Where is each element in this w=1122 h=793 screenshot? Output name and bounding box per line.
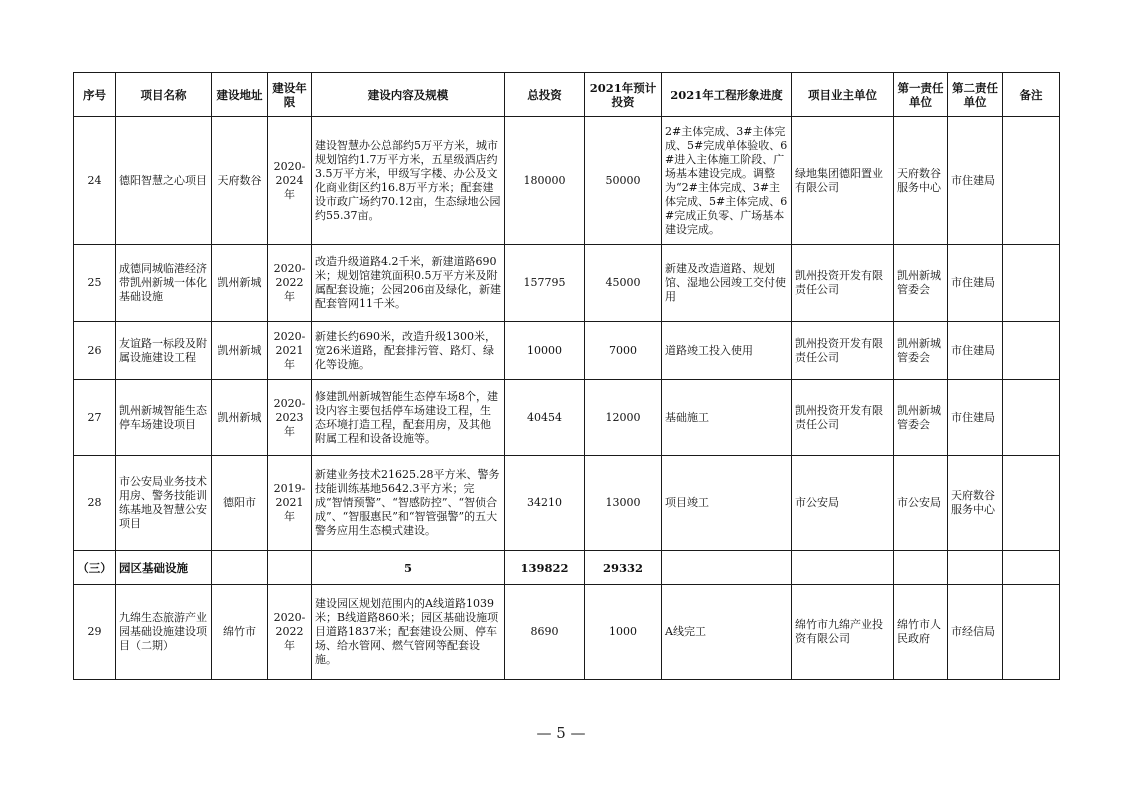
cell-plan2021: 45000	[585, 245, 662, 322]
cell-total: 180000	[505, 117, 585, 245]
cell-progress: 基础施工	[662, 380, 792, 456]
cell-total: 157795	[505, 245, 585, 322]
cell-remark	[1003, 456, 1060, 551]
cell-location: 德阳市	[212, 456, 268, 551]
cell-location: 天府数谷	[212, 117, 268, 245]
cell-owner: 凯州投资开发有限责任公司	[792, 380, 894, 456]
cell-resp1: 绵竹市人民政府	[894, 585, 948, 680]
cell-content: 改造升级道路4.2千米，新建道路690米；规划馆建筑面积0.5万平方米及附属配套设施；公园206亩及绿化，新建配套管网11千米。	[312, 245, 505, 322]
cell-content: 建设园区规划范围内的A线道路1039米；B线道路860米；园区基础设施项目道路1837米；配套建设公厕、停车场、给水管网、燃气管网等配套设施。	[312, 585, 505, 680]
table-row	[74, 456, 1060, 551]
cell-location: 绵竹市	[212, 585, 268, 680]
table-header-row	[74, 73, 1060, 117]
cell-total: 40454	[505, 380, 585, 456]
cell-no: 28	[74, 456, 116, 551]
section-owner-empty	[792, 551, 894, 585]
cell-years: 2020-2023年	[268, 380, 312, 456]
table-row	[74, 322, 1060, 380]
cell-no: 25	[74, 245, 116, 322]
cell-no: 24	[74, 117, 116, 245]
cell-resp2: 市住建局	[948, 117, 1003, 245]
section-location-empty	[212, 551, 268, 585]
header-content: 建设内容及规模	[312, 73, 505, 117]
cell-content: 新建业务技术21625.28平方米、警务技能训练基地5642.3平方米；完成“智情预警”、“智感防控”、“智侦合成”、“智服惠民”和“智管强警”的五大警务应用生态模式建设。	[312, 456, 505, 551]
section-progress-empty	[662, 551, 792, 585]
cell-plan2021: 1000	[585, 585, 662, 680]
header-years: 建设年限	[268, 73, 312, 117]
cell-resp2: 市经信局	[948, 585, 1003, 680]
cell-progress: 项目竣工	[662, 456, 792, 551]
header-plan2021: 2021年预计投资	[585, 73, 662, 117]
cell-owner: 绿地集团德阳置业有限公司	[792, 117, 894, 245]
cell-name: 九绵生态旅游产业园基础设施建设项目（二期）	[116, 585, 212, 680]
header-resp2: 第二责任单位	[948, 73, 1003, 117]
cell-name: 成德同城临港经济带凯州新城一体化基础设施	[116, 245, 212, 322]
cell-content: 建设智慧办公总部约5万平方米，城市规划馆约1.7万平方米，五星级酒店约3.5万平方米，甲级写字楼、办公及文化商业街区约16.8万平方米；配套建设市政广场约70.12亩，生态绿地公园约55.37亩。	[312, 117, 505, 245]
cell-years: 2020-2022年	[268, 585, 312, 680]
section-total: 139822	[505, 551, 585, 585]
section-no: （三）	[74, 551, 116, 585]
cell-resp2: 市住建局	[948, 380, 1003, 456]
cell-resp1: 凯州新城管委会	[894, 322, 948, 380]
project-table	[73, 72, 1060, 680]
cell-plan2021: 13000	[585, 456, 662, 551]
cell-plan2021: 50000	[585, 117, 662, 245]
cell-name: 德阳智慧之心项目	[116, 117, 212, 245]
section-resp2-empty	[948, 551, 1003, 585]
cell-years: 2020-2021年	[268, 322, 312, 380]
section-plan2021: 29332	[585, 551, 662, 585]
cell-owner: 凯州投资开发有限责任公司	[792, 322, 894, 380]
cell-total: 10000	[505, 322, 585, 380]
cell-name: 市公安局业务技术用房、警务技能训练基地及智慧公安项目	[116, 456, 212, 551]
section-row	[74, 551, 1060, 585]
cell-progress: 2#主体完成、3#主体完成、5#完成单体验收、6#进入主体施工阶段、广场基本建设完成。调整为“2#主体完成、3#主体完成、5#主体完成、6#完成正负零、广场基本建设完成。	[662, 117, 792, 245]
cell-content: 修建凯州新城智能生态停车场8个，建设内容主要包括停车场建设工程，生态环境打造工程，配套用房，及其他附属工程和设备设施等。	[312, 380, 505, 456]
cell-years: 2020-2022年	[268, 245, 312, 322]
header-name: 项目名称	[116, 73, 212, 117]
cell-owner: 绵竹市九绵产业投资有限公司	[792, 585, 894, 680]
cell-plan2021: 7000	[585, 322, 662, 380]
cell-remark	[1003, 585, 1060, 680]
cell-resp1: 凯州新城管委会	[894, 380, 948, 456]
table-row	[74, 380, 1060, 456]
cell-resp2: 市住建局	[948, 322, 1003, 380]
section-count: 5	[312, 551, 505, 585]
cell-location: 凯州新城	[212, 245, 268, 322]
cell-no: 27	[74, 380, 116, 456]
cell-owner: 市公安局	[792, 456, 894, 551]
cell-no: 29	[74, 585, 116, 680]
cell-resp1: 凯州新城管委会	[894, 245, 948, 322]
cell-remark	[1003, 245, 1060, 322]
cell-location: 凯州新城	[212, 322, 268, 380]
section-years-empty	[268, 551, 312, 585]
header-total: 总投资	[505, 73, 585, 117]
cell-progress: A线完工	[662, 585, 792, 680]
cell-resp1: 市公安局	[894, 456, 948, 551]
header-no: 序号	[74, 73, 116, 117]
cell-years: 2019-2021年	[268, 456, 312, 551]
cell-owner: 凯州投资开发有限责任公司	[792, 245, 894, 322]
cell-remark	[1003, 380, 1060, 456]
cell-remark	[1003, 117, 1060, 245]
cell-name: 友谊路一标段及附属设施建设工程	[116, 322, 212, 380]
cell-total: 8690	[505, 585, 585, 680]
cell-name: 凯州新城智能生态停车场建设项目	[116, 380, 212, 456]
header-resp1: 第一责任单位	[894, 73, 948, 117]
section-remark-empty	[1003, 551, 1060, 585]
cell-progress: 道路竣工投入使用	[662, 322, 792, 380]
cell-total: 34210	[505, 456, 585, 551]
header-progress: 2021年工程形象进度	[662, 73, 792, 117]
cell-resp2: 市住建局	[948, 245, 1003, 322]
table-row	[74, 585, 1060, 680]
header-remark: 备注	[1003, 73, 1060, 117]
cell-plan2021: 12000	[585, 380, 662, 456]
page-number: — 5 —	[536, 724, 586, 742]
cell-no: 26	[74, 322, 116, 380]
cell-content: 新建长约690米，改造升级1300米，宽26米道路，配套排污管、路灯、绿化等设施。	[312, 322, 505, 380]
cell-remark	[1003, 322, 1060, 380]
header-owner: 项目业主单位	[792, 73, 894, 117]
table-row	[74, 245, 1060, 322]
section-resp1-empty	[894, 551, 948, 585]
table-row	[74, 117, 1060, 245]
cell-years: 2020-2024年	[268, 117, 312, 245]
cell-location: 凯州新城	[212, 380, 268, 456]
cell-resp2: 天府数谷服务中心	[948, 456, 1003, 551]
section-name: 园区基础设施	[116, 551, 212, 585]
cell-progress: 新建及改造道路、规划馆、湿地公园竣工交付使用	[662, 245, 792, 322]
header-location: 建设地址	[212, 73, 268, 117]
cell-resp1: 天府数谷服务中心	[894, 117, 948, 245]
